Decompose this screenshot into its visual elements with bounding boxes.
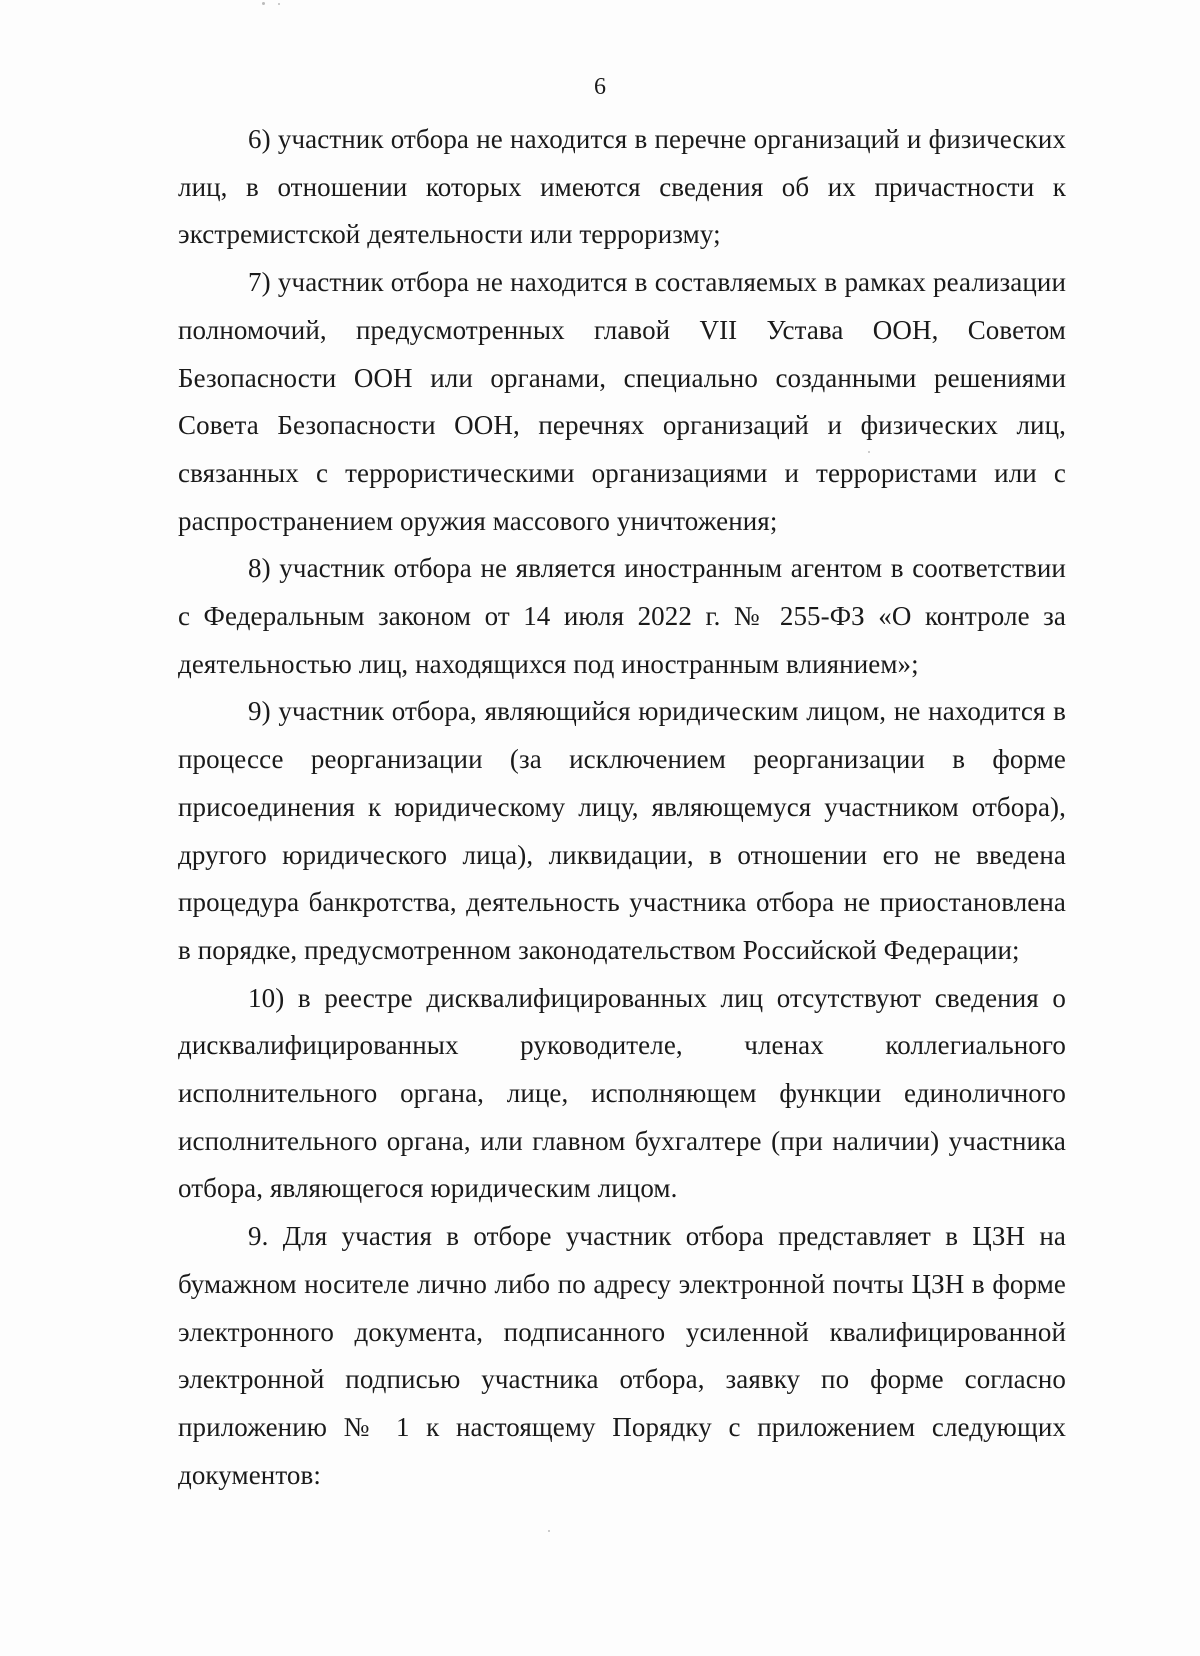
document-body [178,116,1066,1499]
scan-artifact [278,3,280,5]
paragraph-item-8: 8) участник отбора не является иностранным агентом в соответствии с Федеральным законом от 14 июля 2022 г. № 255-ФЗ «О контроле за деятельностью лиц, находящихся под иностранным влиянием»; [178,553,1066,679]
scan-artifact [262,2,265,5]
paragraph-item-6: 6) участник отбора не находится в перечне организаций и физических лиц, в отношении которых имеются сведения об их причастности к экстремистской деятельности или терроризму; [178,124,1066,250]
scan-artifact [548,1530,550,1532]
paragraph-clause-9: 9. Для участия в отборе участник отбора представляет в ЦЗН на бумажном носителе лично либо по адресу электронной почты ЦЗН в форме электронного документа, подписанного усиленной квалифицированной электронной подписью участника отбора, заявку по форме согласно приложению № 1 к настоящему Порядку с приложением следующих документов: [178,1221,1066,1490]
paragraph-item-10: 10) в реестре дисквалифицированных лиц отсутствуют сведения о дисквалифицированных руководителе, членах коллегиального исполнительного органа, лице, исполняющем функции единоличного исполнительного органа, или главном бухгалтере (при наличии) участника отбора, являющегося юридическим лицом. [178,982,1066,1204]
paragraph-item-7: 7) участник отбора не находится в составляемых в рамках реализации полномочий, предусмотренных главой VII Устава ООН, Советом Безопасности ООН или органами, специально созданными решениями Совета Безопасности ООН, перечнях организаций и физических лиц, связанных с террористическими организациями и террористами или с распространением оружия массового уничтожения; [178,267,1066,536]
page-number: 6 [594,74,606,100]
paragraph-item-9: 9) участник отбора, являющийся юридическим лицом, не находится в процессе реорганизации (за исключением реорганизации в форме присоединения к юридическому лицу, являющемуся участником отбора), другого юридического лица), ликвидации, в отношении его не введена процедура банкротства, деятельность участника отбора не приостановлена в порядке, предусмотренном законодательством Российской Федерации; [178,696,1066,965]
scan-artifact [868,451,870,453]
